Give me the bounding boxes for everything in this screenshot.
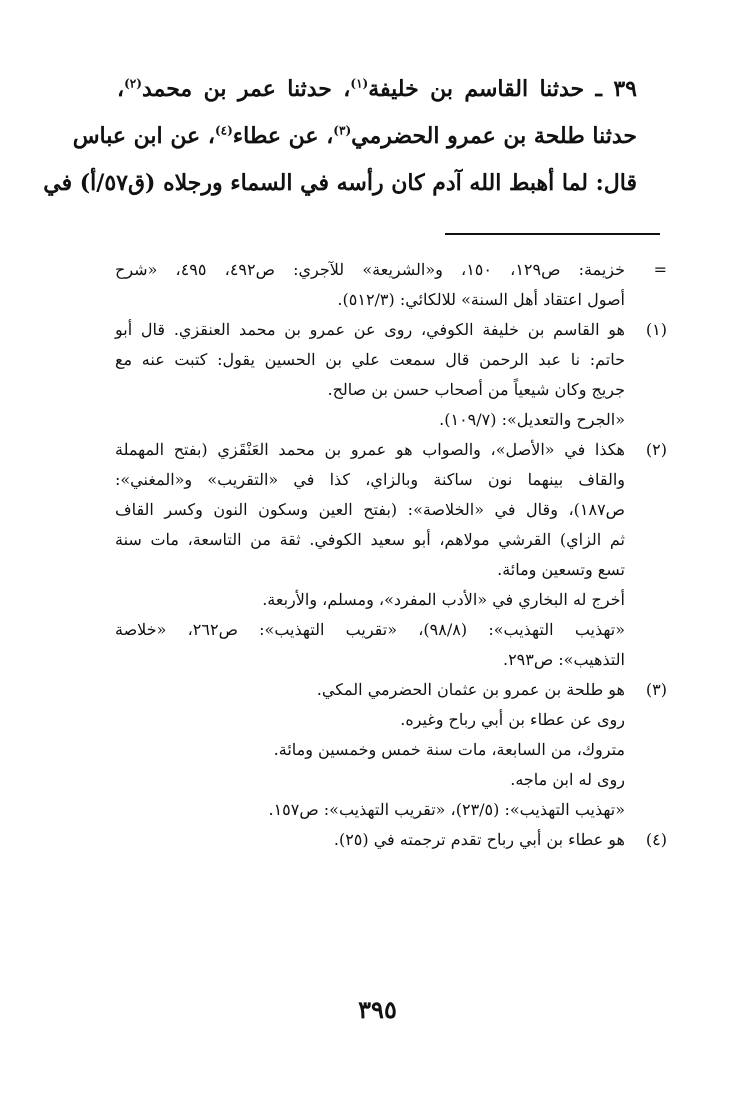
footnote-line: خزيمة: ص١٢٩، ١٥٠، و«الشريعة» للآجري: ص٤٩٢، ٤٩٥، «شرح	[115, 260, 626, 279]
footnote-body	[115, 435, 625, 675]
footnote-line: «تهذيب التهذيب»: (٢٣/٥)، «تقريب التهذيب»: ص١٥٧.	[268, 800, 625, 819]
hadith-text-segment: ، عن عطاء	[232, 123, 334, 149]
footnote-body	[115, 315, 625, 435]
footnote-number: (٤)	[645, 830, 667, 849]
footnote-line: والقاف بينهما نون ساكنة وبالزاي، كذا في «التقريب» و«المغني»:	[115, 470, 625, 489]
footnote-number: =	[653, 260, 667, 279]
footnote-line: روى عن عطاء بن أبي رباح وغيره.	[400, 710, 625, 729]
footnote-body	[115, 825, 625, 855]
footnote-line: أخرج له البخاري في «الأدب المفرد»، ومسلم، والأربعة.	[262, 590, 625, 609]
footnote-line: «تهذيب التهذيب»: (٩٨/٨)، «تقريب التهذيب»: ص٢٦٢، «خلاصة	[115, 620, 625, 639]
footnote-continuation	[115, 255, 667, 315]
hadith-text-segment: ٣٩ ـ حدثنا القاسم بن خليفة	[368, 76, 637, 102]
hadith-line-1	[117, 66, 637, 113]
footnote-body	[115, 255, 625, 315]
hadith-line-2	[72, 113, 637, 160]
footnote-line: التذهيب»: ص٢٩٣.	[502, 650, 625, 669]
footnote-3	[115, 675, 667, 825]
hadith-text	[43, 66, 637, 207]
footnote-body	[115, 675, 625, 825]
footnote-number: (٢)	[645, 440, 667, 459]
footnote-2	[115, 435, 667, 675]
footnote-line: هكذا في «الأصل»، والصواب هو عمرو بن محمد العَنْقَزي (بفتح المهملة	[115, 440, 625, 459]
hadith-text-segment: ،	[117, 76, 125, 102]
footnote-line: ص١٨٧)، وقال في «الخلاصة»: (بفتح العين وسكون النون وكسر القاف	[115, 500, 625, 519]
footnote-line: روى له ابن ماجه.	[510, 770, 625, 789]
footnote-1	[115, 315, 667, 435]
footnote-line: متروك، من السابعة، مات سنة خمس وخمسين ومائة.	[273, 740, 625, 759]
footnote-line: أصول اعتقاد أهل السنة» للالكائي: (٥١٢/٣).	[337, 290, 625, 309]
footnote-line: هو طلحة بن عمرو بن عثمان الحضرمي المكي.	[316, 680, 625, 699]
hadith-text-segment: ، حدثنا عمر بن محمد	[141, 76, 351, 102]
footnote-reference[interactable]: (٣)	[333, 123, 352, 138]
footnote-number: (١)	[645, 320, 667, 339]
footnote-number: (٣)	[645, 680, 667, 699]
footnote-line: جريج وكان شيعياً من أصحاب حسن بن صالح.	[327, 380, 625, 399]
footnote-line: هو عطاء بن أبي رباح تقدم ترجمته في (٢٥).	[333, 830, 625, 849]
page-number: ٣٩٥	[358, 995, 397, 1024]
footnote-separator	[445, 233, 660, 235]
footnote-4	[115, 825, 667, 855]
hadith-text-segment: قال: لما أهبط الله آدم كان رأسه في السماء ورجلاه (ق٥٧/أ) في	[43, 170, 637, 196]
footnote-line: تسع وتسعين ومائة.	[497, 560, 625, 579]
footnote-line: «الجرح والتعديل»: (١٠٩/٧).	[439, 410, 625, 429]
footnote-reference[interactable]: (١)	[350, 76, 369, 91]
footnote-line: حاتم: نا عبد الرحمن قال سمعت علي بن الحسين يقول: كتبت عنه مع	[115, 350, 625, 369]
hadith-text-segment: ، عن ابن عباس	[72, 123, 215, 149]
footnote-line: ثم الزاي) القرشي مولاهم، أبو سعيد الكوفي. ثقة من التاسعة، مات سنة	[115, 530, 625, 549]
footnote-reference[interactable]: (٤)	[214, 123, 233, 138]
hadith-line-3	[43, 160, 637, 207]
footnote-reference[interactable]: (٢)	[124, 76, 142, 91]
footnotes-section	[115, 255, 667, 855]
hadith-text-segment: حدثنا طلحة بن عمرو الحضرمي	[351, 123, 637, 149]
footnote-line: هو القاسم بن خليفة الكوفي، روى عن عمرو بن محمد العنقزي. قال أبو	[115, 320, 625, 339]
